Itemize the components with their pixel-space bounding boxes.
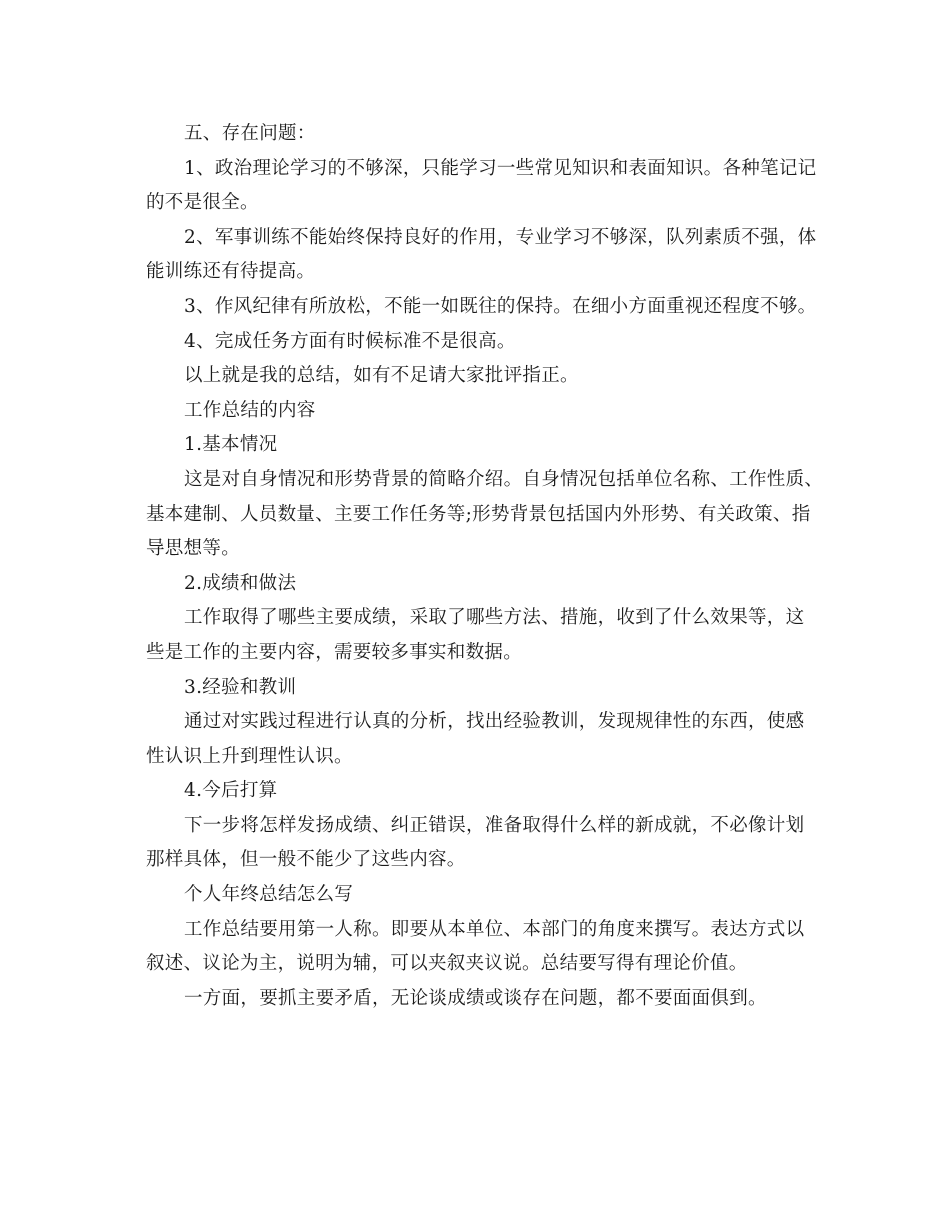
problem-item-1-continued: 的不是很全。 [146, 192, 259, 214]
problem-item-3: 3、作风纪律有所放松，不能一如既往的保持。在细小方面重视还程度不够。 [184, 295, 817, 317]
subheading-lessons: 3.经验和教训 [184, 676, 297, 698]
section-heading-how-to-write: 个人年终总结怎么写 [184, 884, 354, 906]
paragraph-first-person-continued: 叙述、议论为主，说明为辅，可以夹叙夹议说。总结要写得有理论价值。 [146, 953, 748, 975]
problem-item-1: 1、政治理论学习的不够深，只能学习一些常见知识和表面知识。各种笔记记 [184, 157, 817, 179]
paragraph-main-contradiction: 一方面，要抓主要矛盾，无论谈成绩或谈存在问题，都不要面面俱到。 [184, 987, 767, 1009]
paragraph-plans: 下一步将怎样发扬成绩、纠正错误，准备取得什么样的新成就，不必像计划 [184, 814, 805, 836]
subheading-achievements: 2.成绩和做法 [184, 572, 297, 594]
paragraph-achievements-continued: 些是工作的主要内容，需要较多事实和数据。 [146, 641, 523, 663]
subheading-basic-situation: 1.基本情况 [184, 434, 278, 456]
paragraph-basic-situation: 这是对自身情况和形势背景的简略介绍。自身情况包括单位名称、工作性质、 [184, 468, 824, 490]
closing-sentence: 以上就是我的总结，如有不足请大家批评指正。 [184, 365, 579, 387]
paragraph-lessons-continued: 性认识上升到理性认识。 [146, 745, 353, 767]
paragraph-basic-situation-end: 导思想等。 [146, 538, 241, 560]
paragraph-plans-continued: 那样具体，但一般不能少了这些内容。 [146, 849, 466, 871]
section-heading-content: 工作总结的内容 [184, 399, 316, 421]
subheading-plans: 4.今后打算 [184, 780, 278, 802]
problem-item-2-continued: 能训练还有待提高。 [146, 261, 316, 283]
paragraph-achievements: 工作取得了哪些主要成绩，采取了哪些方法、措施，收到了什么效果等，这 [184, 607, 805, 629]
paragraph-first-person: 工作总结要用第一人称。即要从本单位、本部门的角度来撰写。表达方式以 [184, 918, 805, 940]
problem-item-4: 4、完成任务方面有时候标准不是很高。 [184, 330, 516, 352]
paragraph-basic-situation-continued: 基本建制、人员数量、主要工作任务等;形势背景包括国内外形势、有关政策、指 [146, 503, 811, 525]
paragraph-lessons: 通过对实践过程进行认真的分析，找出经验教训，发现规律性的东西，使感 [184, 711, 805, 733]
section-heading-problems: 五、存在问题： [184, 123, 316, 144]
problem-item-2: 2、军事训练不能始终保持良好的作用，专业学习不够深，队列素质不强，体 [184, 226, 817, 248]
document-body [146, 117, 824, 1016]
